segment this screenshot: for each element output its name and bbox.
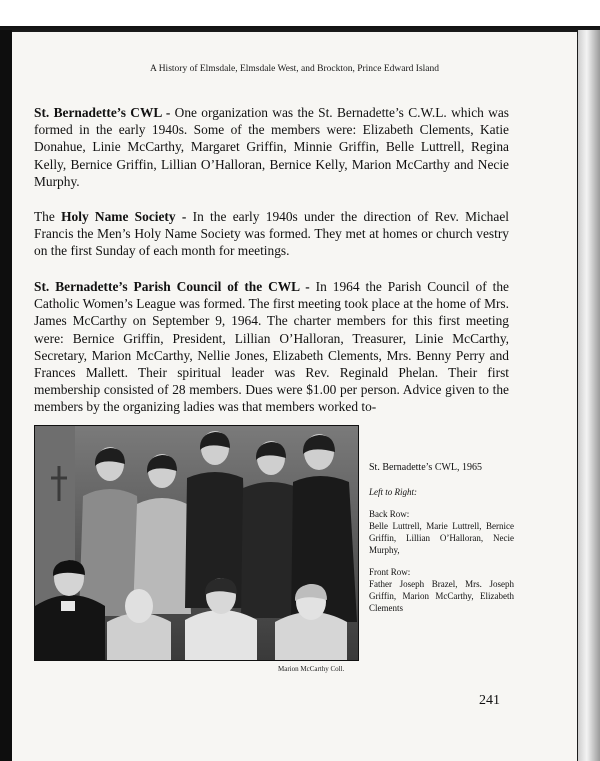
paragraph-heading: St. Bernadette’s Parish Council of the CWL - (34, 279, 310, 294)
caption-back-row-names: Belle Luttrell, Marie Luttrell, Bernice Griffin, Lillian O’Halloran, Necie Murphy, (369, 521, 514, 555)
caption-title: St. Bernadette’s CWL, 1965 (369, 462, 483, 473)
paragraph-heading: St. Bernadette’s CWL - (34, 105, 171, 120)
page-edges (578, 30, 600, 761)
caption-left-to-right: Left to Right: (369, 487, 417, 497)
group-photograph (34, 425, 359, 661)
paragraph-heading: Holy Name Society - (61, 209, 187, 224)
paragraph-body: One organization was the St. Bernadette’s C.W.L. which was formed in the early 1940s. Some of the members were: Elizabeth Clements, Katie Donahue, Linie McCarthy, Margaret Griffin, Minnie Griffin, Belle Luttrell, Regina Kelly, Bernice Griffin, Lillian O’Halloran, Bernice Kelly, Marion McCarthy and Necie Murphy. (34, 105, 509, 189)
caption-front-row-label: Front Row: (369, 567, 411, 577)
paragraph-cwl (34, 104, 509, 190)
caption-back-row-label: Back Row: (369, 509, 410, 519)
book-spine (0, 30, 12, 761)
paragraph-body: In 1964 the Parish Council of the Catholic Women’s League was formed. The first meeting took place at the home of Mrs. James McCarthy on September 9, 1964. The charter members for this first meeting were: Bernice Griffin, President, Lillian O’Halloran, Treasurer, Linie McCarthy, Secretary, Marion McCarthy, Nellie Jones, Elizabeth Clements, Mrs. Benny Perry and Frances Mallett. Their spiritual leader was Rev. Reginald Phelan. Their first membership consisted of 28 members. Dues were $1.00 per person. Advice given to the members by the organizing ladies was that members worked to- (34, 279, 509, 415)
page-number: 241 (479, 693, 500, 708)
running-header: A History of Elmsdale, Elmsdale West, and Brockton, Prince Edward Island (149, 64, 440, 74)
paragraph-prefix: The (34, 209, 62, 224)
photo-caption (369, 462, 514, 624)
paragraph-holy-name (34, 208, 509, 260)
caption-front-row-names: Father Joseph Brazel, Mrs. Joseph Griffin, Marion McCarthy, Elizabeth Clements (369, 579, 514, 613)
photo-credit: Marion McCarthy Coll. (278, 665, 345, 673)
photo-illustration (35, 426, 358, 660)
book-page (12, 32, 577, 761)
paragraph-body: In the early 1940s under the direction of Rev. Michael Francis the Men’s Holy Name Society was formed. They met at homes or church vestry on the first Sunday of each month for meetings. (34, 209, 509, 259)
paragraph-parish-council (34, 278, 509, 416)
